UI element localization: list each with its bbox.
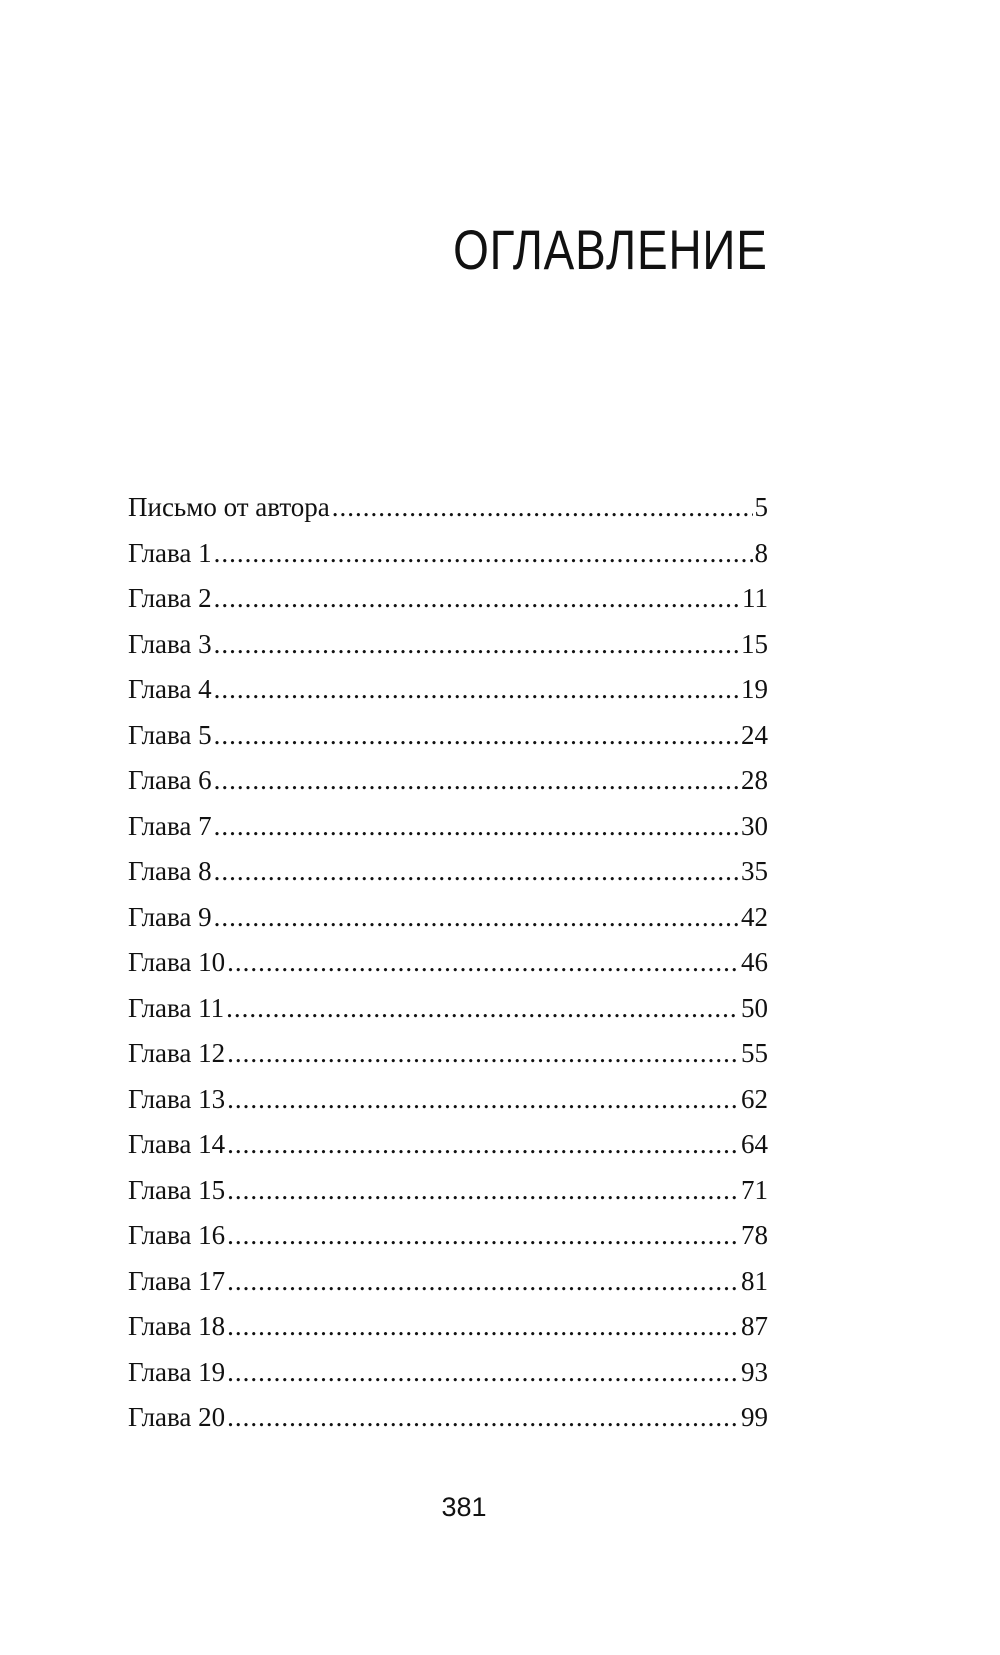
toc-entry-label: Глава 12 [128, 1038, 226, 1068]
toc-dot-leader [227, 1304, 739, 1350]
toc-entry-chapter-5 [128, 713, 768, 759]
toc-entry-chapter-8 [128, 849, 768, 895]
toc-entry-chapter-17 [128, 1259, 768, 1305]
page-title: ОГЛАВЛЕНИЕ [453, 218, 768, 281]
toc-entry-page: 5 [754, 492, 768, 522]
toc-entry-label: Глава 9 [128, 901, 212, 932]
toc-dot-leader [214, 622, 739, 668]
toc-entry-label: Глава 6 [128, 765, 212, 795]
page-number: 381 [441, 1492, 487, 1522]
toc-dot-leader [214, 713, 739, 759]
toc-entry-page: 50 [741, 992, 768, 1023]
toc-entry-page: 78 [741, 1220, 768, 1250]
toc-entry-label: Глава 4 [128, 674, 212, 704]
toc-dot-leader [227, 1395, 739, 1441]
toc-entry-label: Глава 20 [128, 1402, 226, 1432]
toc-entry-page: 99 [741, 1402, 768, 1432]
toc-entry-chapter-18 [128, 1304, 768, 1350]
table-of-contents [128, 485, 768, 1441]
toc-entry-label: Глава 10 [128, 947, 226, 977]
toc-entry-label: Глава 17 [128, 1265, 226, 1296]
toc-entry-chapter-12 [128, 1031, 768, 1077]
toc-entry-chapter-3 [128, 622, 768, 668]
toc-dot-leader [227, 1213, 739, 1259]
toc-entry-chapter-9 [128, 895, 768, 941]
toc-entry-chapter-15 [128, 1168, 768, 1214]
toc-entry-page: 93 [741, 1356, 768, 1387]
toc-entry-page: 46 [741, 947, 768, 977]
toc-entry-chapter-11 [128, 986, 768, 1032]
toc-entry-label: Глава 3 [128, 628, 212, 659]
toc-entry-page: 11 [742, 583, 768, 613]
toc-entry-page: 64 [741, 1129, 768, 1159]
toc-entry-label: Глава 2 [128, 583, 212, 613]
toc-entry-chapter-4 [128, 667, 768, 713]
toc-entry-chapter-16 [128, 1213, 768, 1259]
toc-entry-label: Глава 5 [128, 719, 212, 750]
toc-entry-chapter-7 [128, 804, 768, 850]
toc-entry-page: 24 [741, 719, 768, 750]
toc-entry-label: Глава 11 [128, 992, 225, 1023]
toc-entry-label: Глава 7 [128, 810, 212, 841]
toc-entry-page: 8 [754, 537, 768, 568]
toc-entry-label: Глава 16 [128, 1220, 226, 1250]
toc-entry-letter [128, 485, 768, 531]
toc-entry-page: 87 [741, 1311, 768, 1341]
toc-entry-chapter-6 [128, 758, 768, 804]
toc-entry-label: Глава 13 [128, 1083, 226, 1114]
toc-entry-chapter-1 [128, 531, 768, 577]
toc-dot-leader [214, 758, 739, 804]
toc-entry-page: 62 [741, 1083, 768, 1114]
toc-entry-chapter-2 [128, 576, 768, 622]
toc-dot-leader [214, 576, 740, 622]
toc-dot-leader [227, 1122, 739, 1168]
toc-dot-leader [226, 986, 739, 1032]
toc-entry-label: Глава 1 [128, 537, 212, 568]
toc-dot-leader [214, 895, 739, 941]
toc-entry-page: 35 [741, 856, 768, 886]
toc-entry-label: Глава 15 [128, 1174, 226, 1205]
toc-entry-chapter-10 [128, 940, 768, 986]
toc-dot-leader [227, 940, 739, 986]
toc-entry-chapter-14 [128, 1122, 768, 1168]
toc-entry-page: 15 [741, 628, 768, 659]
toc-entry-label: Глава 19 [128, 1356, 226, 1387]
toc-dot-leader [227, 1350, 739, 1396]
toc-entry-label: Глава 18 [128, 1311, 226, 1341]
toc-dot-leader [214, 804, 739, 850]
toc-entry-page: 19 [741, 674, 768, 704]
toc-entry-chapter-13 [128, 1077, 768, 1123]
toc-dot-leader [227, 1259, 739, 1305]
toc-dot-leader [214, 667, 739, 713]
toc-entry-label: Глава 8 [128, 856, 212, 886]
toc-entry-page: 28 [741, 765, 768, 795]
toc-dot-leader [227, 1031, 739, 1077]
toc-entry-page: 71 [741, 1174, 768, 1205]
toc-dot-leader [214, 531, 753, 577]
toc-dot-leader [332, 485, 753, 531]
toc-entry-page: 30 [741, 810, 768, 841]
toc-entry-page: 42 [741, 901, 768, 932]
toc-entry-label: Глава 14 [128, 1129, 226, 1159]
toc-entry-chapter-20 [128, 1395, 768, 1441]
toc-entry-page: 55 [741, 1038, 768, 1068]
toc-dot-leader [214, 849, 739, 895]
toc-dot-leader [227, 1077, 739, 1123]
toc-dot-leader [227, 1168, 739, 1214]
toc-entry-chapter-19 [128, 1350, 768, 1396]
toc-entry-page: 81 [741, 1265, 768, 1296]
toc-entry-label: Письмо от автора [128, 492, 330, 522]
